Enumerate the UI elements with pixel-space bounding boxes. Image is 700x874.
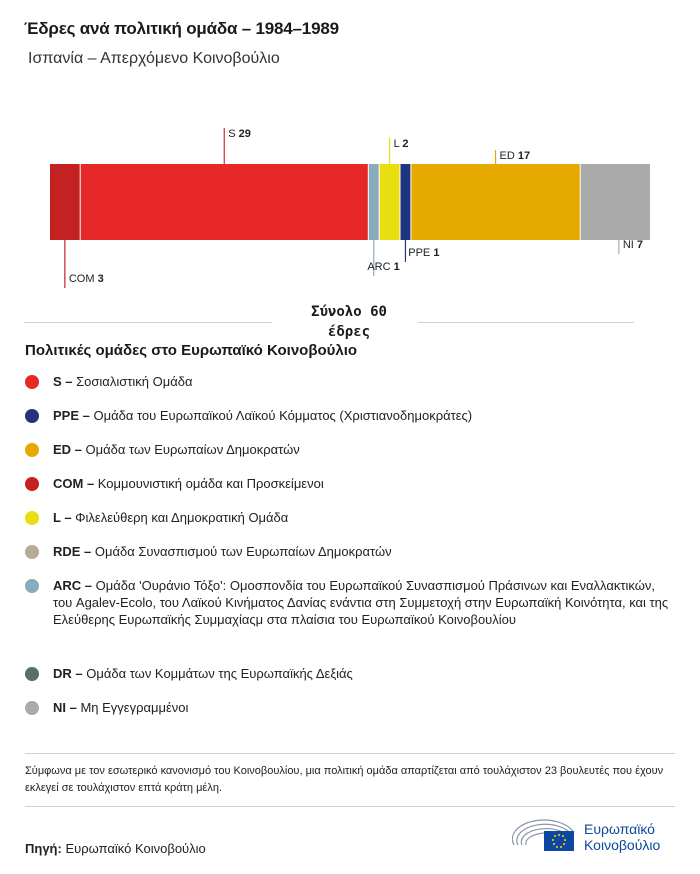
bar-segment-com — [50, 164, 80, 240]
segment-label-ni — [623, 239, 643, 251]
legend-swatch — [25, 409, 39, 423]
logo-line-1: Ευρωπαϊκό — [584, 821, 655, 837]
legend-name: Μη Εγγεγραμμένοι — [80, 700, 189, 715]
legend-text — [53, 509, 673, 526]
legend-code: RDE – — [53, 544, 95, 559]
european-parliament-logo-icon — [512, 815, 578, 855]
segment-label-value: 3 — [97, 273, 104, 285]
legend-text — [53, 441, 673, 458]
total-divider-right — [418, 322, 634, 323]
segment-label-value: 7 — [636, 239, 644, 251]
legend-title: Πολιτικές ομάδες στο Ευρωπαϊκό Κοινοβούλιο — [25, 342, 358, 359]
legend-swatch — [25, 511, 39, 525]
segment-label-value: 1 — [393, 261, 400, 273]
legend-name: Ομάδα του Ευρωπαϊκού Λαϊκού Κόμματος (Χριστιανοδημοκράτες) — [93, 408, 473, 423]
legend-code: COM – — [53, 476, 98, 491]
segment-label-ppe — [408, 247, 439, 259]
bar-segment-l — [380, 164, 400, 240]
source-line — [25, 841, 206, 856]
legend-code: L – — [53, 510, 76, 525]
legend-swatch — [25, 579, 39, 593]
chart-title: Έδρες ανά πολιτική ομάδα – 1984–1989 — [24, 19, 339, 38]
european-parliament-logo — [512, 815, 682, 857]
segment-label-s — [228, 128, 251, 140]
bar-segment-s — [81, 164, 368, 240]
legend-code: ARC – — [53, 578, 96, 593]
bar-segment-arc — [369, 164, 379, 240]
legend-code: DR – — [53, 666, 87, 681]
legend-name: Ομάδα Συνασπισμού των Ευρωπαίων Δημοκρατών — [94, 544, 392, 559]
chart-subtitle: Ισπανία – Απερχόμενο Κοινοβούλιο — [28, 50, 280, 67]
segment-label-code: ED — [499, 150, 518, 162]
bar-segment-ppe — [401, 164, 411, 240]
segment-label-value: 29 — [238, 128, 251, 140]
segment-label-code: S — [228, 128, 239, 140]
segment-label-l — [394, 138, 409, 150]
segment-label-value: 2 — [402, 138, 409, 150]
legend-swatch — [25, 443, 39, 457]
segment-label-code: L — [393, 138, 403, 150]
segment-label-code: COM — [68, 273, 98, 285]
total-divider-left — [24, 322, 272, 323]
segment-label-value: 17 — [517, 150, 531, 162]
source-label: Πηγή: — [25, 841, 62, 856]
legend-swatch — [25, 701, 39, 715]
bar-segment-ed — [411, 164, 579, 240]
segment-label-value: 1 — [433, 247, 440, 259]
segment-label-com — [69, 273, 104, 285]
segment-label-arc — [367, 261, 399, 273]
legend-swatch — [25, 667, 39, 681]
legend-swatch — [25, 477, 39, 491]
legend-text — [53, 699, 673, 716]
legend-text — [53, 577, 673, 628]
legend-code: NI – — [53, 700, 81, 715]
legend-name: Ομάδα των Κομμάτων της Ευρωπαϊκής Δεξιάς — [86, 666, 353, 681]
note-divider-top — [25, 753, 675, 754]
legend-name: Φιλελεύθερη και Δημοκρατική Ομάδα — [75, 510, 289, 525]
total-seats-unit: έδρες — [327, 324, 371, 340]
total-seats-value: Σύνολο 60 — [311, 304, 387, 320]
legend-name: Σοσιαλιστική Ομάδα — [76, 374, 193, 389]
segment-label-ed — [500, 150, 531, 162]
legend-swatch — [25, 545, 39, 559]
logo-line-2: Κοινοβούλιο — [584, 837, 661, 853]
legend-swatch — [25, 375, 39, 389]
legend-text — [53, 543, 673, 560]
legend-text — [53, 373, 673, 390]
bar-segment-ni — [581, 164, 650, 240]
segment-label-code: NI — [622, 239, 637, 251]
logo-wordmark — [584, 821, 660, 853]
total-seats — [276, 302, 422, 342]
legend-code: ED – — [53, 442, 86, 457]
legend-code: S – — [53, 374, 77, 389]
legend-text — [53, 475, 673, 492]
legend-name: Κομμουνιστική ομάδα και Προσκείμενοι — [97, 476, 324, 491]
footnote: Σύμφωνα με τον εσωτερικό κανονισμό του Κοινοβουλίου, μια πολιτική ομάδα απαρτίζεται από τουλάχιστον 23 βουλευτές που έχουν εκλεγεί σε τουλάχιστον επτά κράτη μέλη. — [25, 765, 664, 794]
legend-name: Ομάδα 'Ουράνιο Τόξο': Ομοσπονδία του Ευρωπαϊκού Συνασπισμού Πράσινων και Εναλλακτικών, του Agalev-Ecolo, του Λαϊκού Κινήματος Δανίας ενάντια στη Συμμετοχή στην Ευρωπαϊκή Κοινότητα, και της Ελεύθερης Ευρωπαϊκής Συμμαχίαςμ στα πλαίσια του Ευρωπαϊκού Κοινοβουλίου — [53, 578, 669, 627]
note-divider-bottom — [25, 806, 675, 807]
legend-text — [53, 407, 673, 424]
stacked-seat-bar-chart — [0, 120, 700, 300]
legend-code: PPE – — [53, 408, 94, 423]
source-value: Ευρωπαϊκό Κοινοβούλιο — [65, 841, 206, 856]
segment-label-code: ARC — [367, 261, 394, 273]
legend-text — [53, 665, 673, 682]
segment-label-code: PPE — [408, 247, 434, 259]
legend-name: Ομάδα των Ευρωπαίων Δημοκρατών — [85, 442, 300, 457]
